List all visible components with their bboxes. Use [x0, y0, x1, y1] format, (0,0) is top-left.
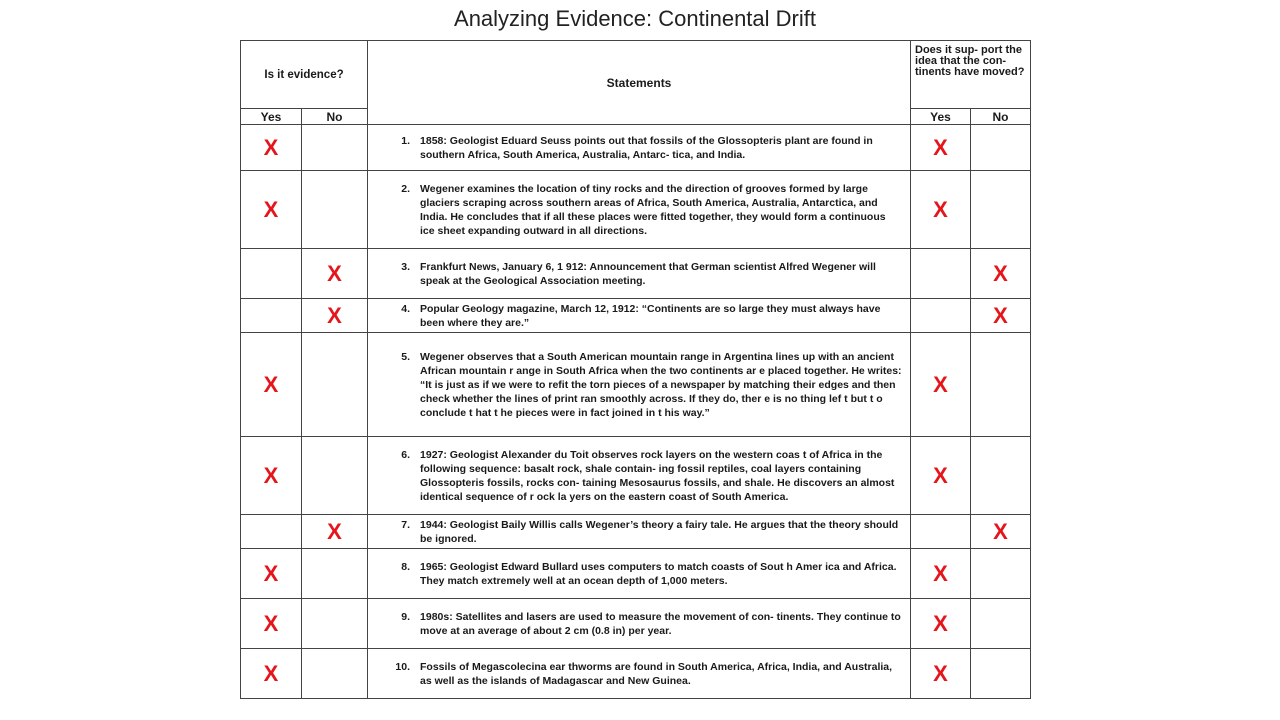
statement-number: 6. — [401, 448, 411, 461]
statement-number: 9. — [401, 610, 411, 623]
header-evidence-yes: Yes — [241, 109, 302, 125]
supports-yes-cell — [911, 515, 971, 549]
statement-text: 1944: Geologist Baily Willis calls Wegener’s theory a fairy tale. He argues that the theory should be ignored. — [420, 518, 899, 545]
evidence-yes-cell: X — [241, 649, 302, 699]
evidence-yes-cell: X — [241, 333, 302, 437]
statement-cell — [368, 333, 911, 437]
header-evidence-no: No — [302, 109, 368, 125]
table-row — [241, 649, 1031, 699]
table-row — [241, 437, 1031, 515]
header-supports-no: No — [971, 109, 1031, 125]
supports-yes-cell: X — [911, 437, 971, 515]
evidence-no-cell — [302, 549, 368, 599]
statement-text: Popular Geology magazine, March 12, 1912: “Continents are so large they must always have been where they are.” — [420, 302, 881, 329]
statement-text: 1965: Geologist Edward Bullard uses computers to match coasts of Sout h Amer ica and Africa. They match extremely well at an ocean depth of 1,000 meters. — [420, 560, 897, 587]
evidence-no-cell — [302, 437, 368, 515]
evidence-no-cell — [302, 649, 368, 699]
statement-cell — [368, 171, 911, 249]
evidence-yes-cell — [241, 515, 302, 549]
table-row — [241, 171, 1031, 249]
supports-no-cell: X — [971, 249, 1031, 299]
table-row — [241, 333, 1031, 437]
evidence-yes-cell: X — [241, 171, 302, 249]
supports-no-cell — [971, 333, 1031, 437]
supports-no-cell: X — [971, 299, 1031, 333]
table-row — [241, 515, 1031, 549]
page-title: Analyzing Evidence: Continental Drift — [454, 6, 816, 31]
evidence-yes-cell — [241, 299, 302, 333]
evidence-no-cell — [302, 125, 368, 171]
supports-no-cell — [971, 171, 1031, 249]
evidence-yes-cell: X — [241, 437, 302, 515]
header-is-evidence: Is it evidence? — [241, 41, 368, 109]
statement-text: 1980s: Satellites and lasers are used to measure the movement of con- tinents. They continue to move at an average of about 2 cm (0.8 in) per year. — [420, 610, 901, 637]
supports-yes-cell: X — [911, 599, 971, 649]
supports-yes-cell: X — [911, 649, 971, 699]
evidence-table — [240, 40, 1031, 699]
supports-no-cell — [971, 599, 1031, 649]
evidence-yes-cell — [241, 249, 302, 299]
statement-cell — [368, 515, 911, 549]
header-supports-yes: Yes — [911, 109, 971, 125]
statement-number: 4. — [401, 302, 411, 315]
statement-number: 8. — [401, 560, 411, 573]
statement-text: 1858: Geologist Eduard Seuss points out that fossils of the Glossopteris plant are found in southern Africa, South America, Australia, Antarc- tica, and India. — [420, 134, 873, 161]
statement-text: Frankfurt News, January 6, 1 912: Announcement that German scientist Alfred Wegener will speak at the Geological Association meeting. — [420, 260, 876, 287]
evidence-no-cell — [302, 171, 368, 249]
supports-no-cell — [971, 649, 1031, 699]
statement-text: 1927: Geologist Alexander du Toit observes rock layers on the western coas t of Africa in the following sequence: basalt rock, shale contain- ing fossil reptiles, coal layers containing Glossopteris fossils, rocks con- taining Mesosaurus fossils, and shale. He discovers an almost identical sequence of r ock la yers on the eastern coast of South America. — [420, 448, 895, 503]
evidence-no-cell: X — [302, 299, 368, 333]
table-row — [241, 249, 1031, 299]
supports-yes-cell — [911, 249, 971, 299]
supports-yes-cell: X — [911, 549, 971, 599]
supports-yes-cell — [911, 299, 971, 333]
evidence-no-cell — [302, 599, 368, 649]
statement-number: 7. — [401, 518, 411, 531]
table-row — [241, 125, 1031, 171]
statement-text: Wegener examines the location of tiny rocks and the direction of grooves formed by large glaciers scraping across southern areas of Africa, South America, Australia, Antarctica, and India. He concludes that if all these places were fitted together, they would form a continuous ice sheet expanding outward in all directions. — [420, 182, 886, 237]
statement-number: 5. — [401, 350, 411, 363]
supports-yes-cell: X — [911, 333, 971, 437]
statement-cell — [368, 437, 911, 515]
statement-number: 10. — [395, 660, 411, 673]
table-row — [241, 549, 1031, 599]
header-supports-movement: Does it sup- port the idea that the con- tinents have moved? — [911, 41, 1031, 109]
evidence-no-cell: X — [302, 515, 368, 549]
statement-cell — [368, 125, 911, 171]
statement-number: 3. — [401, 260, 411, 273]
statement-text: Fossils of Megascolecina ear thworms are found in South America, Africa, India, and Australia, as well as the islands of Madagascar and New Guinea. — [420, 660, 893, 687]
statements-body — [241, 125, 1031, 699]
supports-no-cell — [971, 549, 1031, 599]
table-row — [241, 299, 1031, 333]
evidence-no-cell — [302, 333, 368, 437]
header-statements: Statements — [368, 41, 911, 125]
statement-number: 2. — [401, 182, 411, 195]
table-row — [241, 599, 1031, 649]
statement-cell — [368, 249, 911, 299]
supports-no-cell — [971, 437, 1031, 515]
statement-cell — [368, 549, 911, 599]
statement-cell — [368, 649, 911, 699]
supports-no-cell: X — [971, 515, 1031, 549]
statement-cell — [368, 299, 911, 333]
evidence-yes-cell: X — [241, 125, 302, 171]
statement-number: 1. — [401, 134, 411, 147]
supports-yes-cell: X — [911, 171, 971, 249]
statement-cell — [368, 599, 911, 649]
supports-no-cell — [971, 125, 1031, 171]
supports-yes-cell: X — [911, 125, 971, 171]
statement-text: Wegener observes that a South American mountain range in Argentina lines up with an ancient African mountain r ange in South Africa when the two continents ar e placed together. He writes: “It is just as if we were to refit the torn pieces of a newspaper by matching their edges and then check whether the lines of print ran smoothly across. If they do, ther e is no thing lef t but t o conclude t hat t he pieces were in fact joined in t his way.” — [420, 350, 902, 419]
evidence-no-cell: X — [302, 249, 368, 299]
evidence-yes-cell: X — [241, 599, 302, 649]
evidence-yes-cell: X — [241, 549, 302, 599]
